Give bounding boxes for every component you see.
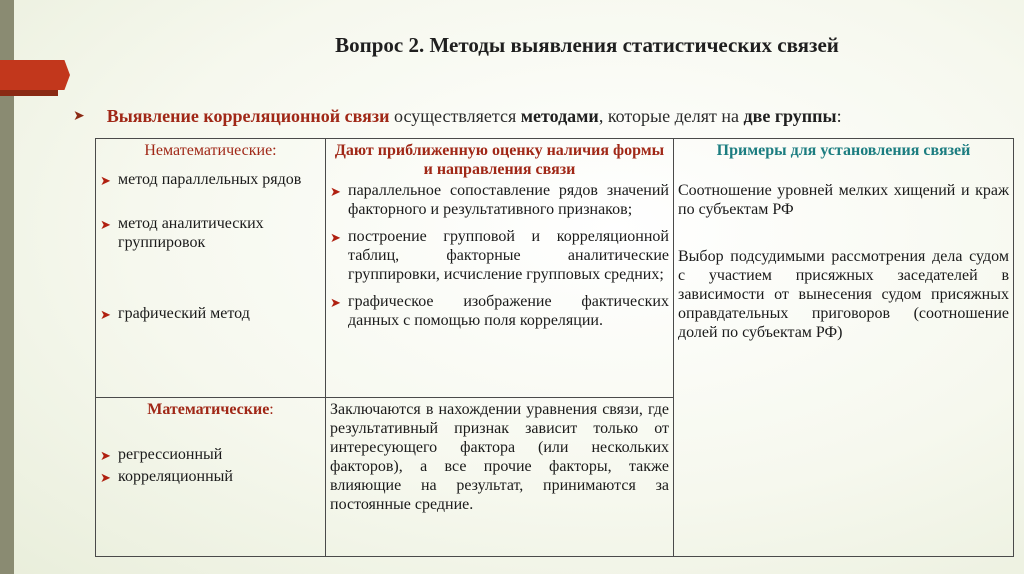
check-arrow-icon: ➤ [100,307,111,322]
intro-part5: две группы [743,106,837,126]
list-item: ➤ метод аналитических группировок [100,215,264,251]
example-1: Соотношение уровней мелких хищений и краж по субъектам РФ [678,182,1009,218]
col2-header: Дают приближенную оценку наличия формы и направления связи [334,142,665,178]
arrow-right-icon: ➤ [73,109,85,124]
intro-part6: : [836,106,842,126]
intro-part4: , которые делят на [598,106,744,126]
check-arrow-icon: ➤ [100,448,111,464]
approx-cell [326,139,674,398]
nonmath-cell [96,139,326,398]
list-item: ➤ построение групповой и корреляционной таблиц, факторные аналитические группировки, исчисление групповых средних; [330,228,669,283]
list-item: ➤ корреляционный [100,468,233,486]
intro-line [73,106,842,127]
list-item: ➤ графический метод [100,305,250,322]
check-arrow-icon: ➤ [330,184,341,199]
intro-part1: Выявление корреляционной связи [106,106,390,126]
math-description: Заключаются в нахождении уравнения связи, где результативный признак зависит только от интересующего фактора (или нескольких факторов), а все прочие факторы, также влияющие на результат, принимаются за постоянные средние. [330,401,669,514]
check-arrow-icon: ➤ [330,230,341,245]
accent-ribbon [0,60,70,90]
intro-part2: осуществляется [389,106,521,126]
intro-part3: методами [520,106,599,126]
math-header: Математические: [147,401,274,419]
check-arrow-icon: ➤ [100,173,111,188]
list-item: ➤ метод параллельных рядов [100,171,302,188]
check-arrow-icon: ➤ [100,217,111,232]
table-row [96,139,1014,398]
list-item: ➤ графическое изображение фактических данных с помощью поля корреляции. [330,293,669,329]
check-arrow-icon: ➤ [330,295,341,310]
list-item: ➤ параллельное сопоставление рядов значений факторного и результативного признаков; [330,182,669,218]
math-cell [96,398,326,557]
math-desc-cell [326,398,674,557]
methods-table [95,138,1014,557]
col3-header: Примеры для установления связей [716,142,971,159]
nonmath-header: Нематематические: [144,142,277,159]
example-2: Выбор подсудимыми рассмотрения дела судом с участием присяжных заседателей в зависимости от вынесения судом присяжных оправдательных приговоров (соотношение долей по субъектам РФ) [678,248,1009,341]
page-title: Вопрос 2. Методы выявления статистических связей [335,33,839,57]
check-arrow-icon: ➤ [100,470,111,486]
accent-underline [0,90,58,96]
examples-cell [674,139,1014,557]
list-item: ➤ регрессионный [100,446,223,464]
